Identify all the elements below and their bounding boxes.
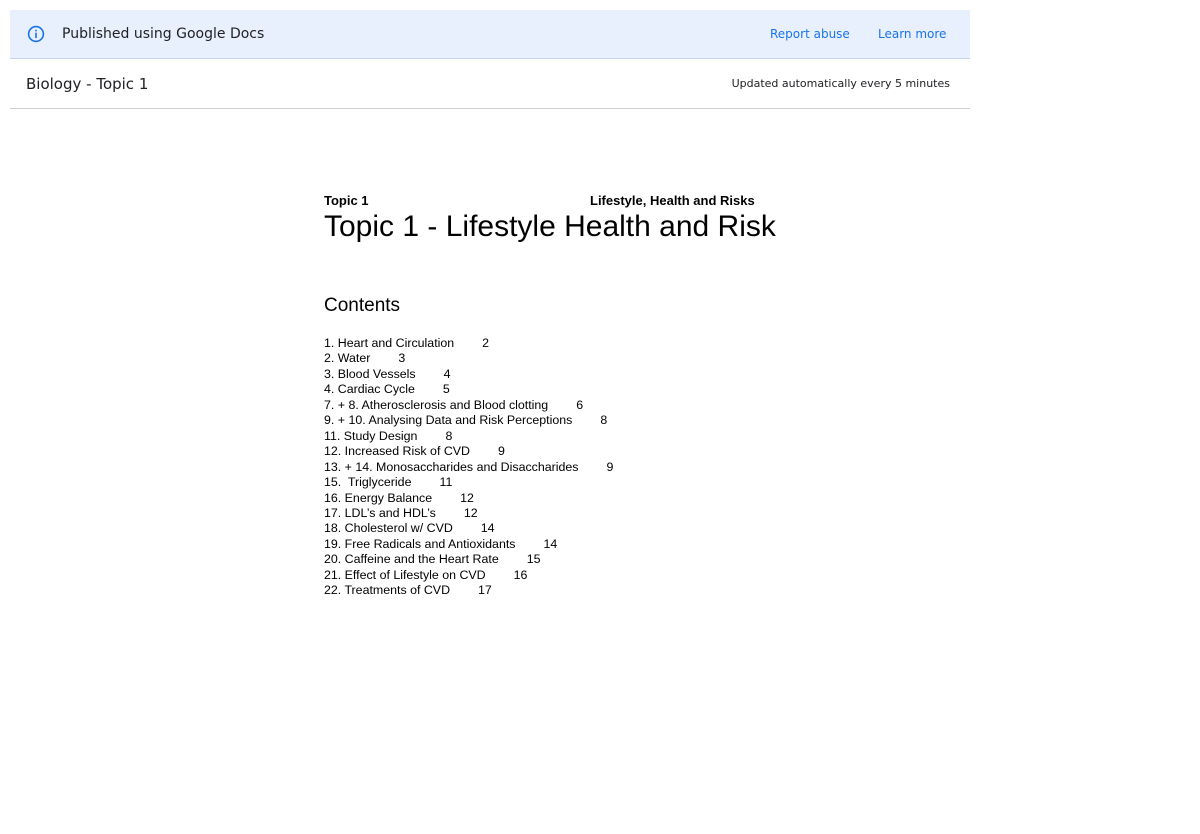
toc-item[interactable] (324, 336, 764, 351)
toc-item[interactable] (324, 429, 764, 444)
toc-item-page: 14 (543, 536, 558, 551)
page-title: Topic 1 - Lifestyle Health and Risk (324, 210, 776, 243)
toc-item[interactable] (324, 367, 764, 382)
toc-item-label: 15. Triglyceride (324, 475, 412, 490)
header-left: Topic 1 (324, 193, 369, 208)
published-text: Published using Google Docs (62, 26, 265, 42)
info-icon (27, 25, 45, 43)
toc-item[interactable] (324, 460, 764, 475)
publish-banner (10, 10, 970, 59)
toc-item-label: 4. Cardiac Cycle (324, 382, 415, 397)
toc-item[interactable] (324, 537, 764, 552)
report-abuse-link[interactable]: Report abuse (770, 27, 850, 41)
document-body (324, 192, 776, 599)
toc-item-label: 7. + 8. Atherosclerosis and Blood clotting (324, 397, 549, 412)
contents-heading: Contents (324, 295, 401, 316)
toc-item-label: 3. Blood Vessels (324, 366, 416, 381)
toc-item-page: 8 (445, 428, 453, 443)
toc-item-page: 9 (498, 444, 505, 459)
toc-item-page: 4 (443, 366, 451, 381)
toc-item[interactable] (324, 568, 764, 583)
toc-item-label: 20. Caffeine and the Heart Rate (324, 552, 499, 567)
toc-item-label: 17. LDL’s and HDL’s (324, 505, 436, 520)
toc-item-label: 12. Increased Risk of CVD (324, 444, 470, 459)
toc-item-label: 11. Study Design (324, 428, 418, 443)
toc-item[interactable] (324, 444, 764, 459)
toc-item[interactable] (324, 583, 764, 598)
toc-item-page: 3 (398, 351, 406, 366)
toc-item-page: 15 (526, 552, 541, 567)
toc-item-label: 21. Effect of Lifestyle on CVD (324, 567, 486, 582)
toc-item[interactable] (324, 413, 764, 428)
toc-item[interactable] (324, 382, 764, 397)
toc-item[interactable] (324, 475, 764, 490)
toc-item-label: 2. Water (324, 351, 371, 366)
toc-item[interactable] (324, 506, 764, 521)
toc-item[interactable] (324, 351, 764, 366)
toc-item-page: 8 (600, 413, 608, 428)
toc-item-page: 17 (478, 583, 492, 598)
header-right: Lifestyle, Health and Risks (590, 193, 755, 208)
toc-item-page: 14 (480, 521, 495, 536)
toc-item[interactable] (324, 521, 764, 536)
toc-item-page: 9 (606, 459, 614, 474)
toc-item-page: 16 (513, 567, 528, 582)
table-of-contents (324, 336, 764, 599)
toc-item[interactable] (324, 552, 764, 567)
toc-item-page: 2 (482, 336, 490, 350)
update-status: Updated automatically every 5 minutes (731, 77, 950, 90)
toc-item-label: 16. Energy Balance (324, 490, 433, 505)
toc-item-label: 18. Cholesterol w/ CVD (324, 521, 453, 536)
toc-item-page: 5 (442, 382, 450, 397)
toc-item-label: 22. Treatments of CVD (324, 583, 451, 598)
toc-item[interactable] (324, 398, 764, 413)
toc-item-label: 19. Free Radicals and Antioxidants (324, 536, 516, 551)
toc-item-label: 13. + 14. Monosaccharides and Disaccharides (324, 459, 579, 474)
toc-item-page: 12 (463, 505, 478, 520)
toc-item-page: 12 (460, 490, 474, 505)
page-header (324, 192, 764, 210)
document-titlebar (10, 59, 970, 109)
toc-item-page: 6 (576, 397, 584, 412)
toc-item-label: 9. + 10. Analysing Data and Risk Perceptions (324, 413, 573, 428)
toc-item-page: 11 (439, 475, 453, 490)
document-name: Biology - Topic 1 (26, 75, 149, 93)
toc-item[interactable] (324, 491, 764, 506)
toc-item-label: 1. Heart and Circulation (324, 336, 455, 350)
learn-more-link[interactable]: Learn more (878, 27, 947, 41)
